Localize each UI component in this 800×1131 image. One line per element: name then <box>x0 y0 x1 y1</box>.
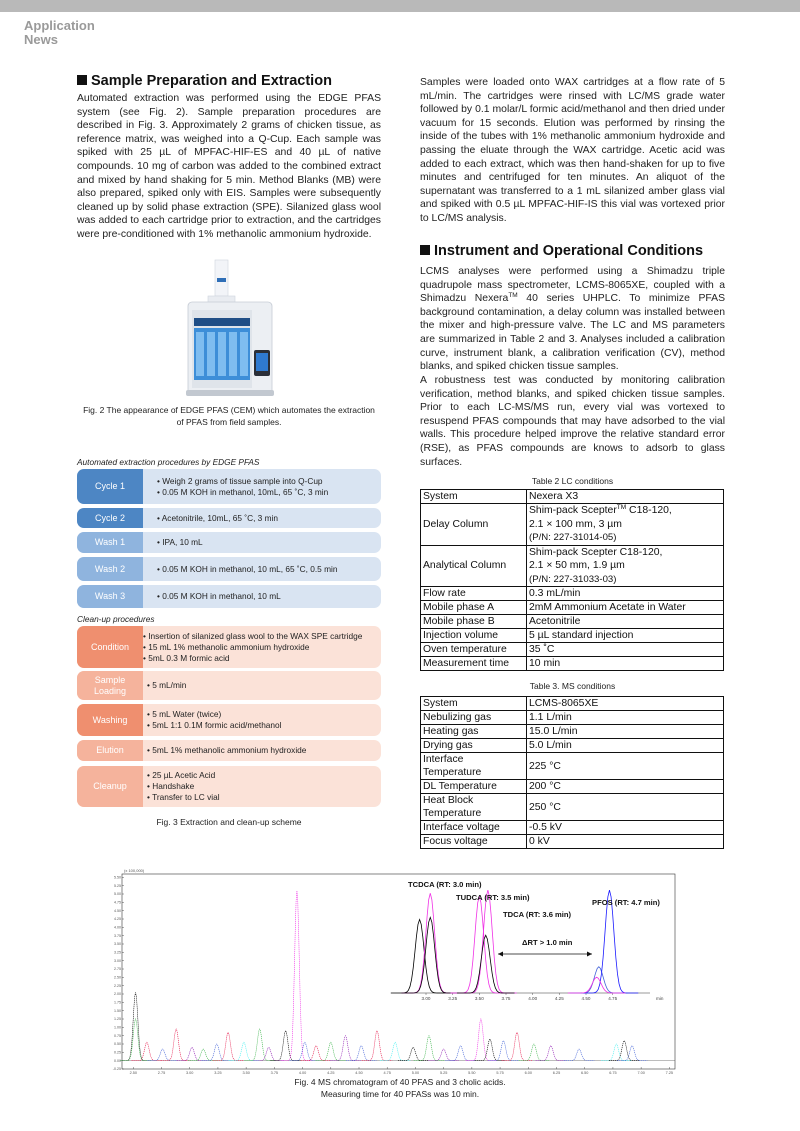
chromatogram-peak <box>617 1046 647 1061</box>
flow-step-washing <box>77 704 381 736</box>
chromatogram-peak <box>161 1029 191 1061</box>
chromatogram-peak <box>536 1046 566 1061</box>
inset-x-tick-label: 3.00 <box>421 996 431 1001</box>
flow-step-item: • 5 mL/min <box>147 680 187 690</box>
flow-step-items <box>157 585 281 608</box>
x-tick-label: 4.75 <box>383 1071 391 1075</box>
y-scale-label: (x 100,000) <box>124 868 145 873</box>
y-tick-label: 5.25 <box>114 883 121 888</box>
bullet-icon: • <box>143 641 149 652</box>
table-row: Flow rate 0.3 mL/min <box>421 587 724 601</box>
sample-prep-heading: Sample Preparation and Extraction <box>77 73 332 89</box>
table-row: Analytical Column Shim-pack Scepter C18-120, 2.1 × 50 mm, 1.9 µm (P/N: 227-31033-03) <box>421 545 724 587</box>
flow-step-item: • 5mL 0.3 M formic acid <box>143 652 230 663</box>
flow-step-cycle-1 <box>77 469 381 504</box>
tudca-label: TUDCA (RT: 3.5 min) <box>456 893 530 902</box>
brand-logo: Application News <box>24 18 95 47</box>
chromatogram-peak <box>362 1031 392 1061</box>
flow-step-label: Cleanup <box>77 766 143 807</box>
table2-caption: Table 2 LC conditions <box>531 476 614 486</box>
y-tick-label: 0.00 <box>114 1058 121 1063</box>
chromatogram-peak <box>282 891 312 1061</box>
x-tick-label: 5.50 <box>468 1071 476 1075</box>
chromatogram-peak <box>253 1047 283 1060</box>
chromatogram-peak <box>301 1046 331 1061</box>
instrument-paragraph: LCMS analyses were performed using a Shimadzu triple quadrupole mass spectrometer, LCMS-8065XE, coupled with a Shimadzu Nexera™ 40 series UHPLC. To minimize PFAS background contamination, a delay column was installed between the mixer and high-pressure valve. The LC and MS parameters are summarized in Table 2 and 3. Analyses included a calibration curve, instrument blank, a calibration verification (CV), method blanks, and spiked chicken tissue samples. <box>420 266 726 373</box>
y-tick-label: 3.00 <box>114 958 121 963</box>
flow-step-item: • 0.05 M KOH in methanol, 10 mL, 65 ˚C, 0.5 min <box>157 563 338 574</box>
flow-step-item: • 25 µL Acetic Acid <box>147 770 216 780</box>
y-tick-label: 4.50 <box>114 908 121 913</box>
chromatogram-peak <box>244 1029 274 1061</box>
flow-step-items <box>157 469 328 504</box>
bullet-icon: • <box>143 630 149 641</box>
heading-square-icon <box>420 245 430 255</box>
inset-x-tick-label: 3.25 <box>448 996 458 1001</box>
delta-rt-label: ΔRT > 1.0 min <box>522 938 573 947</box>
x-tick-label: 6.75 <box>609 1071 617 1075</box>
flow-step-label: Cycle 2 <box>77 508 143 528</box>
table-row: Delay Column Shim-pack Scepter™ C18-120, 2.1 × 100 mm, 3 µm (P/N: 227-31014-05) <box>421 504 724 546</box>
y-tick-label: 1.25 <box>114 1017 121 1022</box>
bullet-icon: • <box>147 745 153 755</box>
flow-step-wash-1 <box>77 532 381 553</box>
flow-step-item: • 0.05 M KOH in methanol, 10 mL <box>157 591 281 601</box>
flow-step-item: • 15 mL 1% methanolic ammonium hydroxide <box>143 641 310 652</box>
bullet-icon: • <box>157 537 163 547</box>
chromatogram-peak <box>519 1044 549 1061</box>
table-row: Injection volume 5 µL standard injection <box>421 629 724 643</box>
chromatogram-peak <box>147 1049 177 1061</box>
x-tick-label: 3.25 <box>214 1071 222 1075</box>
y-tick-label: 2.50 <box>114 975 121 980</box>
table-row: System LCMS-8065XE <box>421 697 724 711</box>
table-row: Mobile phase B Acetonitrile <box>421 615 724 629</box>
y-tick-label: -0.25 <box>112 1067 121 1072</box>
table-row: Interface voltage -0.5 kV <box>421 821 724 835</box>
fig2-caption: Fig. 2 The appearance of EDGE PFAS (CEM) which automates the extraction of PFAS from field samples. <box>83 405 375 427</box>
x-tick-label: 7.25 <box>665 1071 674 1075</box>
bullet-icon: • <box>147 792 153 802</box>
instrument-heading: Instrument and Operational Conditions <box>420 243 703 259</box>
y-tick-label: 4.75 <box>114 900 121 905</box>
x-tick-label: 2.75 <box>157 1071 166 1075</box>
chromatogram-peak <box>120 992 150 1060</box>
pfos-label: PFOS (RT: 4.7 min) <box>592 898 660 907</box>
table-row: Oven temperature 35 ˚C <box>421 643 724 657</box>
flow-step-item: • Weigh 2 grams of tissue sample into Q-Cup <box>157 475 323 486</box>
flow-step-items <box>143 626 362 668</box>
inset-x-tick-label: 3.50 <box>474 996 484 1001</box>
inset-x-tick-label: 4.25 <box>554 996 564 1001</box>
flow-step-items <box>147 740 306 761</box>
lc-conditions-table <box>420 489 724 671</box>
robustness-paragraph: A robustness test was conducted by monitoring calibration verification, method blanks, and spiked chicken tissue samples. Prior to each LC-MS/MS run, every vial was vortexed to resuspend PFAS compounds that may have adsorbed to the vial walls. This procedure helped improve the relative standard error (RSE), as PFAS compounds are knows to adsorb to glass surfaces. <box>420 375 725 468</box>
flow-step-item: • 5mL 1% methanolic ammonium hydroxide <box>147 745 307 755</box>
chromatogram-peak <box>188 1049 218 1061</box>
bullet-icon: • <box>147 781 153 791</box>
flow-step-label: Wash 3 <box>77 585 143 608</box>
bullet-icon: • <box>143 652 149 663</box>
flow-step-label: Elution <box>77 740 143 761</box>
chromatogram-peak <box>488 1041 518 1061</box>
y-tick-label: 1.75 <box>114 1000 121 1005</box>
flow-step-wash-2 <box>77 557 381 581</box>
flow-step-item: • 0.05 M KOH in methanol, 10mL, 65 ˚C, 3 min <box>157 486 329 497</box>
x-tick-label: 6.25 <box>552 1071 561 1075</box>
table-row: Mobile phase A 2mM Ammonium Acetate in Water <box>421 601 724 615</box>
chromatogram-peak <box>270 1031 300 1061</box>
flow-step-item: • Handshake <box>147 781 195 791</box>
bullet-icon: • <box>157 563 163 574</box>
top-bar <box>0 0 800 12</box>
y-tick-label: 2.75 <box>114 967 121 972</box>
x-tick-label: 3.50 <box>242 1071 250 1075</box>
y-tick-label: 0.25 <box>114 1050 121 1055</box>
flow-step-items <box>157 532 203 553</box>
table-row: DL Temperature 200 °C <box>421 780 724 794</box>
y-tick-label: 4.25 <box>114 917 121 922</box>
flow-step-items <box>147 766 220 807</box>
bullet-icon: • <box>147 720 153 730</box>
table-row: Heat Block Temperature 250 °C <box>421 794 724 821</box>
bullet-icon: • <box>147 680 153 690</box>
y-tick-label: 1.50 <box>114 1008 121 1013</box>
inset-x-tick-label: 4.75 <box>608 996 618 1001</box>
y-tick-label: 2.00 <box>114 992 121 997</box>
x-tick-label: 7.00 <box>637 1071 645 1075</box>
x-tick-label: 4.25 <box>327 1071 335 1075</box>
y-tick-label: 2.25 <box>114 983 121 988</box>
y-tick-label: 0.75 <box>114 1033 121 1038</box>
inset-x-tick-label: 4.50 <box>581 996 591 1001</box>
flow-step-label: Wash 1 <box>77 532 143 553</box>
chromatogram-peak <box>290 1042 320 1060</box>
x-tick-label: 6.00 <box>524 1071 532 1075</box>
chromatogram-peak <box>380 1042 410 1060</box>
x-tick-label: 6.50 <box>581 1071 589 1075</box>
x-tick-label: 3.75 <box>270 1071 279 1075</box>
inset-x-unit: min <box>656 996 664 1001</box>
cleanup-flow-title: Clean-up procedures <box>77 614 155 624</box>
table-row: Drying gas 5.0 L/min <box>421 739 724 753</box>
table3-caption: Table 3. MS conditions <box>529 681 616 691</box>
flow-step-label: Condition <box>77 626 143 668</box>
chromatogram-peak <box>502 1032 532 1060</box>
table-row: Focus voltage 0 kV <box>421 835 724 849</box>
spe-paragraph: Samples were loaded onto WAX cartridges at a flow rate of 5 mL/min. The cartridges were rinsed with LC/MS grade water followed by 0.1 molar/L formic acid/methanol and then dried under vacuum for 15 seconds. Elution was performed by rinsing the inside of the tubes with 1% methanolic ammonium hydroxide and passing the eluate through the WAX cartridge. Acetic acid was added to each extract, which was then hand-shaken for up to five minutes and centrifuged for ten minutes. An aliquot of the supernatant was transferred to a 1 mL silanized amber glass vial and spiked with 0.5 µL MPFAC-HIF-IS this vial was vortexed prior to LC/MS analysis. <box>420 77 725 224</box>
chromatogram-peak <box>414 1036 444 1061</box>
chromatogram-peak <box>330 1036 360 1061</box>
bullet-icon: • <box>157 512 162 523</box>
flow-step-sample-loading <box>77 671 381 700</box>
fig4-caption: Fig. 4 MS chromatogram of 40 PFAS and 3 cholic acids. Measuring time for 40 PFASs was 10 min. <box>294 1077 506 1099</box>
table-row: Measurement time 10 min <box>421 657 724 671</box>
flow-step-item: • Insertion of silanized glass wool to the WAX SPE cartridge <box>143 630 363 641</box>
table-row: Interface Temperature 225 °C <box>421 753 724 780</box>
chromatogram-peak <box>445 1046 475 1061</box>
chromatogram-peak <box>609 1041 639 1061</box>
chromatogram-peak <box>177 1047 207 1060</box>
table-row: Nebulizing gas 1.1 L/min <box>421 711 724 725</box>
y-tick-label: 5.50 <box>114 875 121 880</box>
chromatogram-peak <box>132 1042 162 1060</box>
x-tick-label: 3.00 <box>186 1071 194 1075</box>
flow-step-item: • Acetonitrile, 10mL, 65 ˚C, 3 min <box>157 512 278 523</box>
flow-step-label: Washing <box>77 704 143 736</box>
y-tick-label: 3.75 <box>114 933 121 938</box>
flow-step-wash-3 <box>77 585 381 608</box>
x-tick-label: 4.50 <box>355 1071 363 1075</box>
tcdca-label: TCDCA (RT: 3.0 min) <box>408 880 482 889</box>
chromatogram-peak <box>120 1019 150 1061</box>
table-row: Heating gas 15.0 L/min <box>421 725 724 739</box>
flow-step-item: • IPA, 10 mL <box>157 537 203 547</box>
tdca-label: TDCA (RT: 3.6 min) <box>503 910 572 919</box>
chromatogram-peak <box>466 1019 496 1061</box>
chromatogram-peak <box>601 1044 631 1061</box>
flow-step-items <box>157 508 278 528</box>
chromatogram-peak <box>475 1039 505 1061</box>
flow-step-label: Sample Loading <box>77 671 143 700</box>
x-tick-label: 4.00 <box>298 1071 307 1075</box>
y-tick-label: 0.50 <box>114 1042 121 1047</box>
extraction-flow-title: Automated extraction procedures by EDGE PFAS <box>77 457 260 467</box>
heading-square-icon <box>77 75 87 85</box>
y-tick-label: 5.00 <box>114 892 121 897</box>
y-tick-label: 4.00 <box>114 925 121 930</box>
chromatogram-peak <box>229 1042 259 1060</box>
x-tick-label: 2.50 <box>129 1071 137 1075</box>
flow-step-elution <box>77 740 381 761</box>
y-tick-label: 3.50 <box>114 942 121 947</box>
flow-step-item: • Transfer to LC vial <box>147 792 220 802</box>
flow-step-label: Wash 2 <box>77 557 143 581</box>
chromatogram-peak <box>564 1049 594 1061</box>
bullet-icon: • <box>157 475 163 486</box>
bullet-icon: • <box>157 486 163 497</box>
flow-step-label: Cycle 1 <box>77 469 143 504</box>
y-tick-label: 1.00 <box>114 1025 121 1030</box>
inset-x-tick-label: 3.75 <box>501 996 511 1001</box>
flow-step-items <box>157 557 337 581</box>
y-tick-label: 3.25 <box>114 950 121 955</box>
bullet-icon: • <box>157 591 163 601</box>
x-tick-label: 5.25 <box>439 1071 448 1075</box>
sample-prep-paragraph: Automated extraction was performed using the EDGE PFAS system (see Fig. 2). Sample preparation procedures are described in Fig. 3. Approximately 2 grams of chicken tissue, as reference matrix, was weighed into a Q-Cup. Each sample was spiked with 25 µL of MPFAC-HIF-ES and 40 µL of native compounds. 10 mg of carbon was added to the combined extract and mixed by hand shaking for 5 min. Method Blanks (MB) were also prepared, spiked only with EIS. Samples were subsequently cleaned up by solid phase extraction (SPE). Silanized glass wool was added to each cartridge prior to extraction, and the cartridges were pre-conditioned with 1% methanolic ammonium hydroxide. <box>77 93 381 240</box>
chromatogram-peak <box>202 1044 232 1061</box>
table-row: System Nexera X3 <box>421 490 724 504</box>
ms-chromatogram-chart <box>110 866 685 1078</box>
bullet-icon: • <box>147 709 153 719</box>
edge-pfas-instrument-image <box>182 258 278 400</box>
flow-step-items <box>147 671 186 700</box>
flow-step-condition <box>77 626 381 668</box>
fig3-caption: Fig. 3 Extraction and clean-up scheme <box>156 817 302 827</box>
chromatogram-peak <box>213 1032 243 1060</box>
x-tick-label: 5.75 <box>496 1071 504 1075</box>
inset-x-tick-label: 4.00 <box>528 996 538 1001</box>
ms-conditions-table <box>420 696 724 849</box>
x-tick-label: 5.00 <box>411 1071 420 1075</box>
flow-step-item: • 5mL 1:1 0.1M formic acid/methanol <box>147 720 282 730</box>
flow-step-cycle-2 <box>77 508 381 528</box>
flow-step-cleanup <box>77 766 381 807</box>
flow-step-item: • 5 mL Water (twice) <box>147 709 222 719</box>
bullet-icon: • <box>147 770 153 780</box>
flow-step-items <box>147 704 282 736</box>
